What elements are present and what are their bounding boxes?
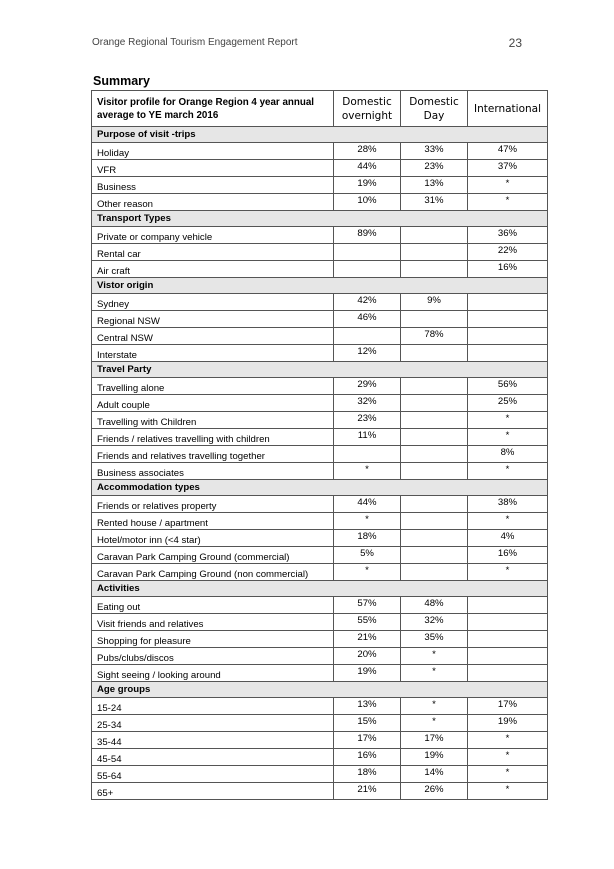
value-cell bbox=[468, 597, 548, 614]
value-cell bbox=[401, 530, 468, 547]
row-label-cell: Travelling alone bbox=[92, 378, 334, 395]
row-label-cell: Visit friends and relatives bbox=[92, 614, 334, 631]
section-title-cell: Vistor origin bbox=[92, 278, 548, 294]
value-cell bbox=[401, 463, 468, 480]
table-row bbox=[92, 446, 548, 463]
row-label-cell: Caravan Park Camping Ground (commercial) bbox=[92, 547, 334, 564]
value-cell: * bbox=[401, 698, 468, 715]
table-row bbox=[92, 564, 548, 581]
value-cell: 19% bbox=[401, 749, 468, 766]
value-cell bbox=[401, 429, 468, 446]
value-cell: 44% bbox=[334, 160, 401, 177]
section-title-cell: Activities bbox=[92, 581, 548, 597]
section-header-row bbox=[92, 127, 548, 143]
value-cell: 15% bbox=[334, 715, 401, 732]
table-row bbox=[92, 328, 548, 345]
section-title-cell: Travel Party bbox=[92, 362, 548, 378]
value-cell: 18% bbox=[334, 530, 401, 547]
value-cell: 89% bbox=[334, 227, 401, 244]
row-label-cell: 55-64 bbox=[92, 766, 334, 783]
value-cell: 23% bbox=[401, 160, 468, 177]
section-header-row bbox=[92, 362, 548, 378]
value-cell: * bbox=[468, 177, 548, 194]
table-row bbox=[92, 378, 548, 395]
section-header-row bbox=[92, 480, 548, 496]
visitor-profile-table bbox=[91, 90, 548, 800]
value-cell: 8% bbox=[468, 446, 548, 463]
section-title-cell: Transport Types bbox=[92, 211, 548, 227]
table-row bbox=[92, 597, 548, 614]
page-header bbox=[92, 37, 522, 50]
table-row bbox=[92, 648, 548, 665]
value-cell: 16% bbox=[468, 547, 548, 564]
table-row bbox=[92, 160, 548, 177]
value-cell: 21% bbox=[334, 631, 401, 648]
value-cell: 20% bbox=[334, 648, 401, 665]
value-cell bbox=[468, 631, 548, 648]
value-cell: 17% bbox=[334, 732, 401, 749]
value-cell bbox=[401, 564, 468, 581]
value-cell: 14% bbox=[401, 766, 468, 783]
value-cell: 4% bbox=[468, 530, 548, 547]
value-cell: 16% bbox=[334, 749, 401, 766]
section-header-row bbox=[92, 278, 548, 294]
column-header-domestic-day: Domestic Day bbox=[401, 91, 468, 127]
value-cell: 47% bbox=[468, 143, 548, 160]
row-label-cell: Friends and relatives travelling together bbox=[92, 446, 334, 463]
section-header-row bbox=[92, 682, 548, 698]
value-cell: * bbox=[334, 463, 401, 480]
value-cell: * bbox=[401, 648, 468, 665]
value-cell: 42% bbox=[334, 294, 401, 311]
value-cell: 36% bbox=[468, 227, 548, 244]
page-number: 23 bbox=[508, 36, 522, 50]
row-label-cell: 65+ bbox=[92, 783, 334, 800]
row-label-cell: Sydney bbox=[92, 294, 334, 311]
value-cell: 31% bbox=[401, 194, 468, 211]
table-row bbox=[92, 143, 548, 160]
value-cell bbox=[401, 446, 468, 463]
table-row bbox=[92, 463, 548, 480]
table-row bbox=[92, 227, 548, 244]
value-cell bbox=[334, 244, 401, 261]
table-row bbox=[92, 177, 548, 194]
table-row bbox=[92, 766, 548, 783]
value-cell: * bbox=[334, 513, 401, 530]
value-cell: * bbox=[468, 766, 548, 783]
value-cell: 44% bbox=[334, 496, 401, 513]
row-label-cell: Business associates bbox=[92, 463, 334, 480]
value-cell bbox=[401, 244, 468, 261]
row-label-cell: Friends or relatives property bbox=[92, 496, 334, 513]
value-cell: * bbox=[401, 665, 468, 682]
value-cell: * bbox=[468, 749, 548, 766]
value-cell: 13% bbox=[334, 698, 401, 715]
table-row bbox=[92, 665, 548, 682]
value-cell: * bbox=[468, 429, 548, 446]
section-header-row bbox=[92, 211, 548, 227]
table-row bbox=[92, 783, 548, 800]
table-row bbox=[92, 732, 548, 749]
value-cell: 22% bbox=[468, 244, 548, 261]
section-header-row bbox=[92, 581, 548, 597]
value-cell: 32% bbox=[334, 395, 401, 412]
table-row bbox=[92, 631, 548, 648]
value-cell: 18% bbox=[334, 766, 401, 783]
row-label-cell: 45-54 bbox=[92, 749, 334, 766]
table-row bbox=[92, 496, 548, 513]
value-cell: 21% bbox=[334, 783, 401, 800]
table-header-row bbox=[92, 91, 548, 127]
table-row bbox=[92, 294, 548, 311]
table-row bbox=[92, 395, 548, 412]
row-label-cell: 15-24 bbox=[92, 698, 334, 715]
value-cell: 32% bbox=[401, 614, 468, 631]
value-cell: * bbox=[468, 732, 548, 749]
value-cell bbox=[401, 412, 468, 429]
value-cell: 25% bbox=[468, 395, 548, 412]
value-cell: * bbox=[468, 783, 548, 800]
row-label-cell: Travelling with Children bbox=[92, 412, 334, 429]
value-cell bbox=[401, 227, 468, 244]
value-cell bbox=[334, 328, 401, 345]
value-cell: 19% bbox=[334, 665, 401, 682]
row-label-cell: Caravan Park Camping Ground (non commercial) bbox=[92, 564, 334, 581]
table-row bbox=[92, 194, 548, 211]
value-cell: 13% bbox=[401, 177, 468, 194]
value-cell bbox=[401, 378, 468, 395]
row-label-cell: Rental car bbox=[92, 244, 334, 261]
value-cell: * bbox=[468, 412, 548, 429]
section-title-cell: Accommodation types bbox=[92, 480, 548, 496]
table-body bbox=[92, 127, 548, 800]
row-label-cell: Pubs/clubs/discos bbox=[92, 648, 334, 665]
value-cell bbox=[468, 311, 548, 328]
row-label-cell: Interstate bbox=[92, 345, 334, 362]
section-title-cell: Purpose of visit -trips bbox=[92, 127, 548, 143]
value-cell: 38% bbox=[468, 496, 548, 513]
row-label-cell: Central NSW bbox=[92, 328, 334, 345]
row-label-cell: Business bbox=[92, 177, 334, 194]
table-row bbox=[92, 513, 548, 530]
table-row bbox=[92, 547, 548, 564]
row-label-cell: 25-34 bbox=[92, 715, 334, 732]
value-cell: 23% bbox=[334, 412, 401, 429]
report-title: Orange Regional Tourism Engagement Report bbox=[92, 37, 298, 48]
row-label-cell: Eating out bbox=[92, 597, 334, 614]
value-cell: 12% bbox=[334, 345, 401, 362]
row-label-cell: Sight seeing / looking around bbox=[92, 665, 334, 682]
value-cell: 55% bbox=[334, 614, 401, 631]
value-cell: 10% bbox=[334, 194, 401, 211]
value-cell bbox=[401, 261, 468, 278]
value-cell: 9% bbox=[401, 294, 468, 311]
table-row bbox=[92, 614, 548, 631]
value-cell: 19% bbox=[468, 715, 548, 732]
value-cell: 19% bbox=[334, 177, 401, 194]
value-cell bbox=[401, 496, 468, 513]
value-cell bbox=[468, 328, 548, 345]
table-row bbox=[92, 244, 548, 261]
value-cell: 29% bbox=[334, 378, 401, 395]
row-label-cell: Adult couple bbox=[92, 395, 334, 412]
table-row bbox=[92, 530, 548, 547]
value-cell: 17% bbox=[401, 732, 468, 749]
section-title-cell: Age groups bbox=[92, 682, 548, 698]
value-cell: 78% bbox=[401, 328, 468, 345]
row-label-cell: Private or company vehicle bbox=[92, 227, 334, 244]
value-cell: 46% bbox=[334, 311, 401, 328]
value-cell: 5% bbox=[334, 547, 401, 564]
table-row bbox=[92, 261, 548, 278]
column-header-international: International bbox=[468, 91, 548, 127]
row-label-cell: VFR bbox=[92, 160, 334, 177]
value-cell: * bbox=[468, 513, 548, 530]
value-cell bbox=[468, 345, 548, 362]
value-cell bbox=[468, 648, 548, 665]
value-cell: * bbox=[468, 463, 548, 480]
value-cell bbox=[401, 547, 468, 564]
table-row bbox=[92, 311, 548, 328]
column-header-domestic-overnight: Domestic overnight bbox=[334, 91, 401, 127]
value-cell: 26% bbox=[401, 783, 468, 800]
row-label-cell: 35-44 bbox=[92, 732, 334, 749]
value-cell bbox=[334, 261, 401, 278]
value-cell: * bbox=[468, 564, 548, 581]
table-row bbox=[92, 345, 548, 362]
row-label-cell: Friends / relatives travelling with children bbox=[92, 429, 334, 446]
value-cell: 35% bbox=[401, 631, 468, 648]
row-label-cell: Rented house / apartment bbox=[92, 513, 334, 530]
value-cell bbox=[468, 614, 548, 631]
value-cell: * bbox=[468, 194, 548, 211]
value-cell: * bbox=[334, 564, 401, 581]
table-row bbox=[92, 749, 548, 766]
value-cell: 37% bbox=[468, 160, 548, 177]
row-label-cell: Shopping for pleasure bbox=[92, 631, 334, 648]
row-label-cell: Air craft bbox=[92, 261, 334, 278]
row-label-cell: Holiday bbox=[92, 143, 334, 160]
value-cell: 17% bbox=[468, 698, 548, 715]
value-cell: 56% bbox=[468, 378, 548, 395]
table-row bbox=[92, 698, 548, 715]
value-cell bbox=[401, 513, 468, 530]
row-label-cell: Regional NSW bbox=[92, 311, 334, 328]
row-label-cell: Hotel/motor inn (<4 star) bbox=[92, 530, 334, 547]
table-row bbox=[92, 429, 548, 446]
value-cell: 48% bbox=[401, 597, 468, 614]
value-cell: 16% bbox=[468, 261, 548, 278]
value-cell bbox=[468, 665, 548, 682]
value-cell: * bbox=[401, 715, 468, 732]
table-row bbox=[92, 412, 548, 429]
value-cell: 11% bbox=[334, 429, 401, 446]
value-cell: 33% bbox=[401, 143, 468, 160]
value-cell bbox=[401, 395, 468, 412]
value-cell: 28% bbox=[334, 143, 401, 160]
section-title: Summary bbox=[93, 74, 150, 88]
value-cell bbox=[468, 294, 548, 311]
row-label-cell: Other reason bbox=[92, 194, 334, 211]
value-cell: 57% bbox=[334, 597, 401, 614]
value-cell bbox=[401, 345, 468, 362]
column-header-profile: Visitor profile for Orange Region 4 year annual average to YE march 2016 bbox=[92, 91, 334, 127]
value-cell bbox=[334, 446, 401, 463]
value-cell bbox=[401, 311, 468, 328]
table-row bbox=[92, 715, 548, 732]
